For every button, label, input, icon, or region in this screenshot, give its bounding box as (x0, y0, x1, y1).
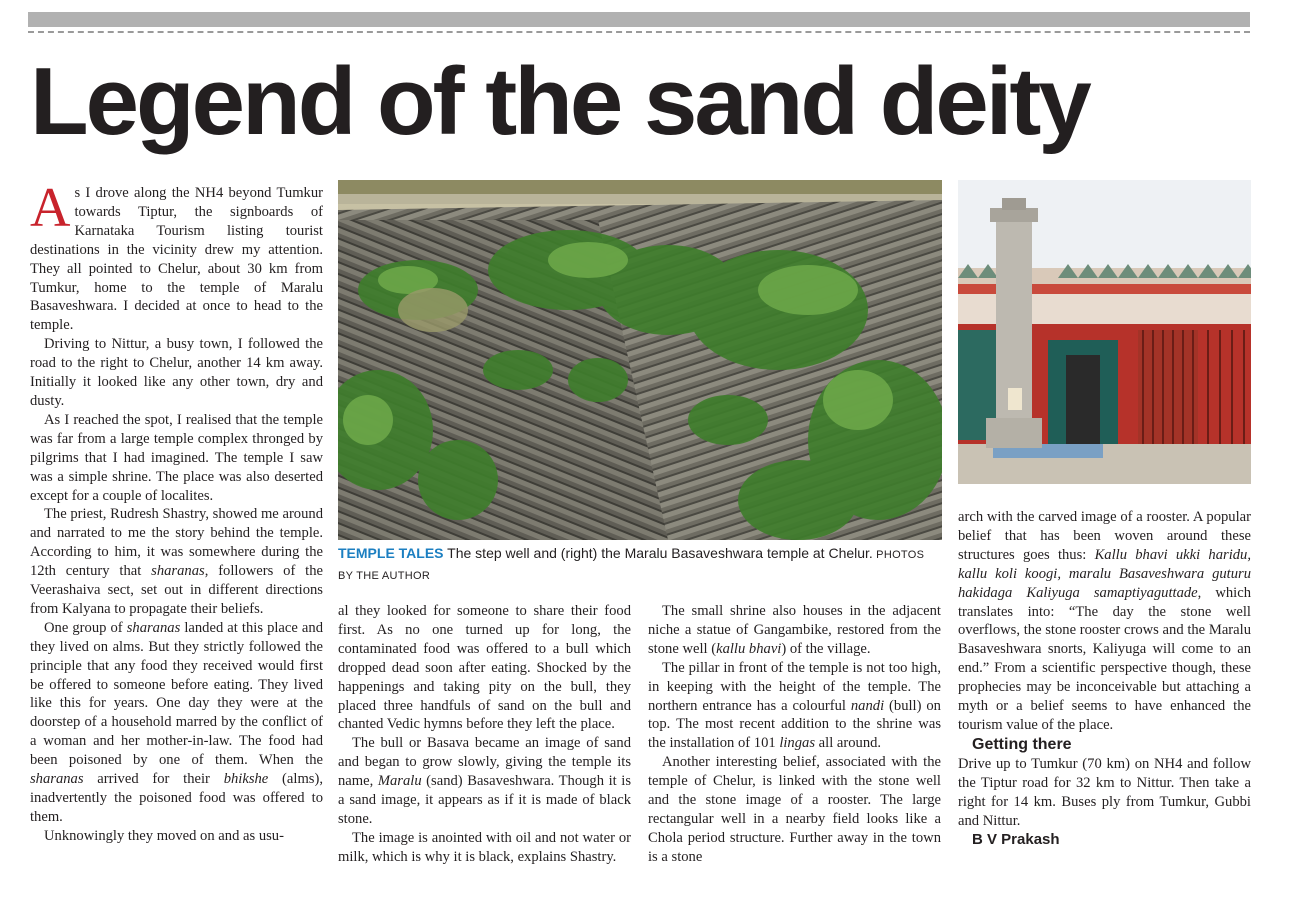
paragraph-text: (alms), inadvertently the poisoned food was offered to them. (30, 771, 323, 825)
headline: Legend of the sand deity (30, 48, 1089, 155)
paragraph-text: , which translates into: “The day the stone well overflows, the stone rooster crows and the Maralu Basaveshwara snorts, Kaliyuga will come to an end.” From a scientific perspective though, these prophecies may be inconceivable but attaching a myth or a belief seems to have enhanced the tourism value of the place. (958, 584, 1251, 733)
paragraph-text: (sand) Basaveshwara. Though it is a sand image, it appears as if it is made of black stone. (338, 773, 632, 827)
paragraph: The image is anointed with oil and not water or milk, which is why it is black, explains Shastry. (338, 829, 631, 865)
paragraph-text: all around. (815, 735, 882, 752)
photo-caption (338, 544, 942, 586)
paragraph (338, 734, 631, 829)
caption-kicker: TEMPLE TALES (338, 545, 444, 561)
column-1 (30, 177, 323, 846)
paragraph-text: (bull) on top. The most recent addition to the shrine was the installation of 101 (648, 697, 941, 752)
temple-photo (958, 180, 1251, 484)
getting-there-heading: Getting there (972, 735, 1072, 753)
paragraph-text: s I drove along the NH4 beyond Tumkur towards Tiptur, the signboards of Karnataka Tourism listing tourist destinations in the vicinity drew my attention. They all pointed to Chelur, about 30 km from Tumkur, home to the temple of Maralu Basaveshwara. I decided at once to head to the temple. (30, 185, 323, 334)
italic-term: Kallu bhavi ukki haridu, kallu koli koogi, maralu Basaveshwara guturu hakidaga Kaliyuga samaptiyaguttade (958, 546, 1251, 601)
paragraph: Drive up to Tumkur (70 km) on NH4 and follow the Tiptur road for 32 km to Nittur. Then take a right for 14 km. Buses ply from Tumkur, Gubbi and Nittur. (958, 755, 1251, 829)
column-3 (648, 602, 941, 867)
paragraph-text: The small shrine also houses in the adjacent niche a statue of Gangambike, restored from the stone well ( (648, 603, 941, 657)
italic-term: lingas (779, 735, 816, 752)
italic-term: nandi (850, 697, 885, 714)
paragraph (648, 659, 941, 754)
paragraph-text: ) of the village. (781, 640, 871, 657)
step-well-photo (338, 180, 942, 540)
caption-text: The step well and (right) the Maralu Basaveshwara temple at Chelur. (443, 545, 873, 561)
paragraph-text: The pillar in front of the temple is not too high, in keeping with the height of the temple. The northern entrance has a colourful (648, 659, 941, 714)
italic-term: sharanas (151, 563, 205, 580)
paragraph-text: The priest, Rudresh Shastry, showed me around and narrated to me the story behind the temple. According to him, it was somewhere during the 12th century that (30, 506, 323, 580)
paragraph: Unknowingly they moved on and as usu- (44, 827, 284, 844)
column-2 (338, 602, 631, 867)
paragraph-text: landed at this place and they lived on alms. But they strictly followed the principle that any food they received would first be offered to someone before eating. They lived like this for years. One day they were at the doorstep of a household marred by the conflict of a woman and her mother-in-law. The food had been poisoned by one of them. When the (30, 619, 323, 769)
top-grey-bar (28, 12, 1250, 27)
drop-cap: A (30, 177, 71, 239)
italic-term: Maralu (377, 773, 422, 790)
photo-credit: PHOTOS BY THE AUTHOR (338, 549, 925, 582)
paragraph: Another interesting belief, associated with the temple of Chelur, is linked with the stone well and the stone image of a rooster. The large rectangular well in a nearby field looks like a Chola period structure. Further away in the town is a stone (648, 754, 941, 865)
paragraph-text: arrived for their (83, 771, 224, 788)
paragraph (30, 505, 323, 618)
dashed-rule (28, 31, 1250, 33)
paragraph-text: arch with the carved image of a rooster. A popular belief that has been woven around these structures goes thus: (958, 509, 1251, 563)
paragraph-text: , followers of the Veerashaiva sect, set out in different directions from Kalyana to propagate their beliefs. (30, 563, 323, 617)
paragraph: al they looked for someone to share their food first. As no one turned up for long, the contaminated food was offered to a bull which dropped dead soon after eating. Shocked by the happenings and taking pity on the bull, they placed three handfuls of sand on the bull and chanted Vedic hymns before they left the place. (338, 603, 631, 733)
paragraph (30, 177, 323, 335)
italic-term: bhikshe (223, 771, 269, 788)
paragraph (648, 602, 941, 659)
paragraph: As I reached the spot, I realised that the temple was far from a large temple complex thronged by pilgrims that I had imagined. The temple I saw was a simple shrine. The place was also deserted except for a couple of localites. (30, 411, 323, 504)
italic-term: kallu bhavi (716, 640, 782, 657)
paragraph: Driving to Nittur, a busy town, I followed the road to the right to Chelur, another 14 km away. Initially it looked like any other town, dry and dusty. (30, 336, 323, 409)
paragraph-text: One group of (44, 619, 127, 636)
paragraph (30, 619, 323, 827)
paragraph (958, 508, 1251, 735)
byline: B V Prakash (972, 830, 1060, 848)
column-4 (958, 508, 1251, 849)
italic-term: sharanas (126, 619, 181, 636)
italic-term: sharanas (30, 771, 84, 788)
paragraph-text: The bull or Basava became an image of sand and began to grow slowly, giving the temple its name, (338, 735, 631, 790)
